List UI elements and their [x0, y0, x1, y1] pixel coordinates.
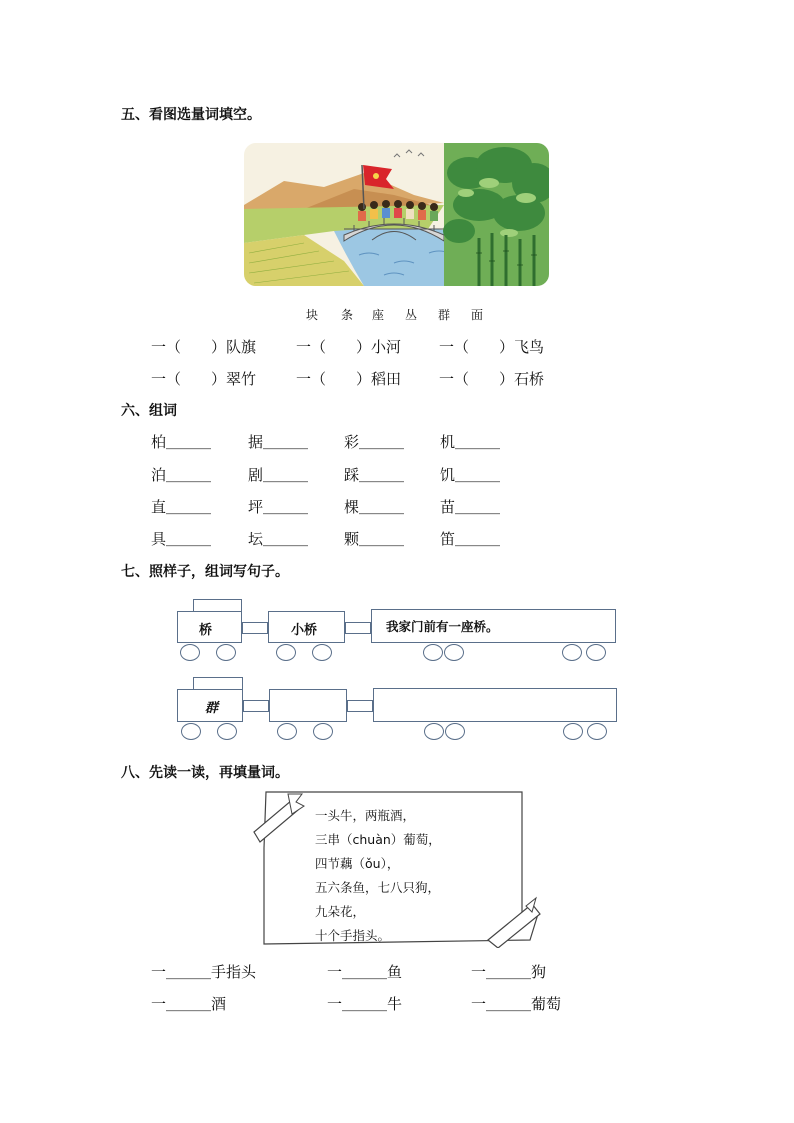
section8-heading: 八、先读一读，再填量词。 — [121, 765, 289, 781]
section6-heading: 六、组词 — [121, 403, 177, 419]
train-wheel — [217, 723, 237, 740]
quantifier-blank[interactable]: 一（ ）稻田 — [296, 370, 402, 388]
poem-line: 三串（chuàn）葡萄， — [315, 832, 441, 847]
train-coupler — [347, 700, 373, 712]
word-blank[interactable]: 剧＿＿＿ — [248, 466, 309, 484]
quantifier-blank[interactable]: 一（ ）队旗 — [151, 338, 257, 356]
exercise-char: 群 — [205, 701, 219, 716]
quantifier-blank[interactable]: 一（ ）飞鸟 — [439, 338, 545, 356]
word-bank-item: 块 — [306, 308, 319, 322]
train-wheel — [313, 723, 333, 740]
poem-line: 九朵花， — [315, 904, 366, 919]
train-wheel — [445, 723, 465, 740]
sentence-answer-box[interactable] — [373, 688, 617, 722]
poem-line: 四节藕（ǒu）， — [315, 856, 400, 871]
word-answer-box[interactable] — [269, 689, 347, 722]
section7-heading: 七、照样子，组词写句子。 — [121, 564, 289, 580]
word-blank[interactable]: 苗＿＿＿ — [440, 498, 501, 516]
word-blank[interactable]: 彩＿＿＿ — [344, 433, 405, 451]
word-bank-item: 群 — [438, 308, 451, 322]
word-blank[interactable]: 颗＿＿＿ — [344, 530, 405, 548]
example-char: 桥 — [199, 623, 213, 638]
word-blank[interactable]: 坪＿＿＿ — [248, 498, 309, 516]
train-wheel — [423, 644, 443, 661]
measure-word-blank[interactable]: 一＿＿＿鱼 — [327, 963, 403, 981]
word-bank-item: 丛 — [405, 308, 418, 322]
word-blank[interactable]: 笛＿＿＿ — [440, 530, 501, 548]
train-wheel — [181, 723, 201, 740]
word-bank-item: 面 — [471, 308, 484, 322]
measure-word-blank[interactable]: 一＿＿＿狗 — [471, 963, 547, 981]
train-wheel — [424, 723, 444, 740]
train-wheel — [444, 644, 464, 661]
train-coupler — [242, 622, 268, 634]
train-wheel — [180, 644, 200, 661]
word-blank[interactable]: 踩＿＿＿ — [344, 466, 405, 484]
bridge-illustration — [244, 143, 549, 286]
word-bank-item: 条 — [341, 308, 354, 322]
word-blank[interactable]: 饥＿＿＿ — [440, 466, 501, 484]
train-wheel — [277, 723, 297, 740]
poem-line: 十个手指头。 — [315, 928, 391, 943]
train-cab-top — [193, 677, 243, 689]
example-sentence: 我家门前有一座桥。 — [386, 619, 499, 634]
example-word: 小桥 — [291, 623, 318, 638]
poem-line: 五六条鱼，七八只狗， — [315, 880, 441, 895]
train-wheel — [276, 644, 296, 661]
word-blank[interactable]: 柏＿＿＿ — [151, 433, 212, 451]
train-wheel — [562, 644, 582, 661]
word-blank[interactable]: 具＿＿＿ — [151, 530, 212, 548]
train-wheel — [586, 644, 606, 661]
train-wheel — [216, 644, 236, 661]
measure-word-blank[interactable]: 一＿＿＿牛 — [327, 995, 403, 1013]
measure-word-blank[interactable]: 一＿＿＿葡萄 — [471, 995, 562, 1013]
poem-line: 一头牛，两瓶酒， — [315, 808, 416, 823]
word-bank — [306, 306, 491, 324]
word-blank[interactable]: 机＿＿＿ — [440, 433, 501, 451]
quantifier-blank[interactable]: 一（ ）翠竹 — [151, 370, 257, 388]
word-blank[interactable]: 坛＿＿＿ — [248, 530, 309, 548]
word-blank[interactable]: 据＿＿＿ — [248, 433, 309, 451]
word-blank[interactable]: 直＿＿＿ — [151, 498, 212, 516]
word-blank[interactable]: 泊＿＿＿ — [151, 466, 212, 484]
quantifier-blank[interactable]: 一（ ）石桥 — [439, 370, 545, 388]
train-coupler — [345, 622, 371, 634]
train-wheel — [587, 723, 607, 740]
train-cab-top — [193, 599, 242, 611]
word-blank[interactable]: 棵＿＿＿ — [344, 498, 405, 516]
train-wheel — [312, 644, 332, 661]
section5-heading: 五、看图选量词填空。 — [121, 107, 261, 123]
quantifier-blank[interactable]: 一（ ）小河 — [296, 338, 402, 356]
word-bank-item: 座 — [372, 308, 385, 322]
measure-word-blank[interactable]: 一＿＿＿酒 — [151, 995, 227, 1013]
measure-word-blank[interactable]: 一＿＿＿手指头 — [151, 963, 257, 981]
train-coupler — [243, 700, 269, 712]
train-wheel — [563, 723, 583, 740]
